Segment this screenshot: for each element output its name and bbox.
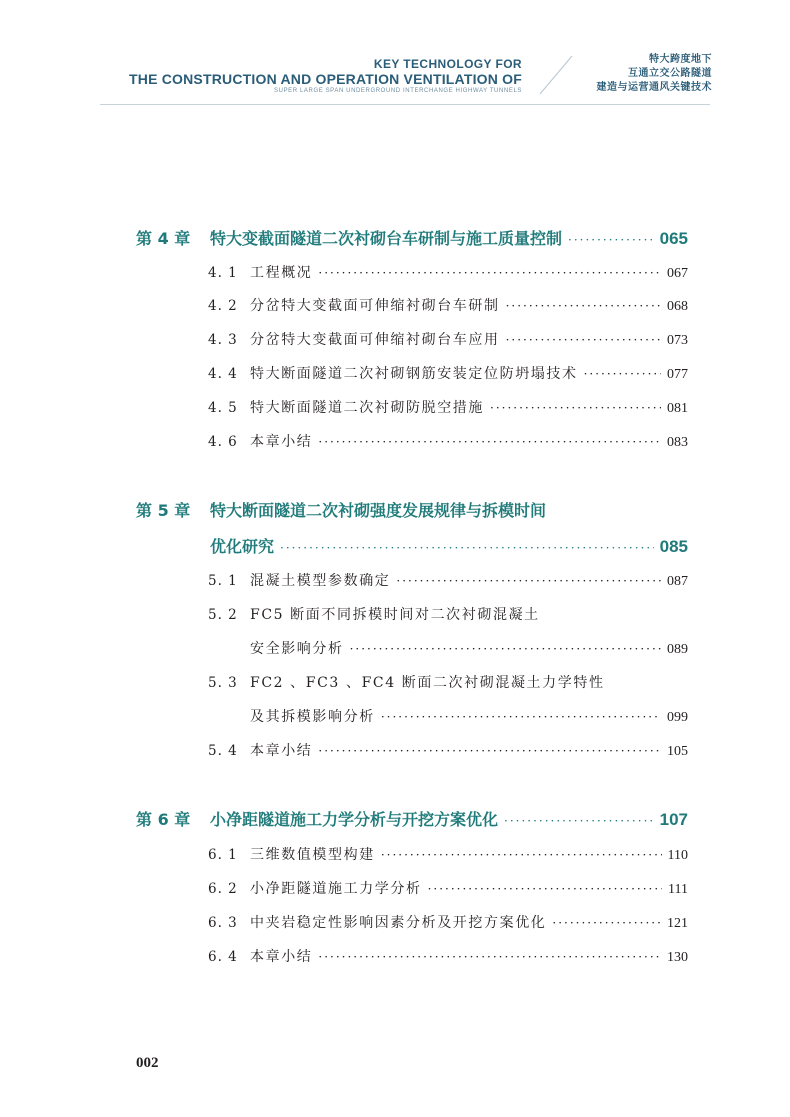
chapter-title-line2: 优化研究	[210, 537, 275, 556]
page-number: 002	[136, 1055, 159, 1071]
running-header	[0, 0, 790, 108]
section-number: 5. 1	[208, 573, 238, 589]
section-title: 混凝土模型参数确定	[250, 573, 391, 589]
leader-dots	[428, 882, 662, 896]
leader-dots	[490, 401, 661, 415]
section-number: 6. 2	[208, 881, 238, 897]
header-zh-line2: 互通立交公路隧道	[628, 68, 712, 79]
chapter-label: 第 6 章	[136, 810, 191, 829]
toc-section-6-3[interactable]	[208, 912, 688, 932]
chapter-page: 085	[659, 537, 688, 556]
toc-section-6-2[interactable]	[208, 878, 688, 898]
header-english-title	[129, 57, 522, 96]
section-page: 110	[667, 848, 688, 863]
section-page: 089	[667, 642, 688, 657]
leader-dots	[568, 233, 654, 247]
section-title: 分岔特大变截面可伸缩衬砌台车研制	[250, 298, 500, 314]
leader-dots	[552, 916, 661, 930]
section-number: 4. 5	[208, 400, 238, 416]
section-number: 5. 2	[208, 607, 238, 623]
section-page: 105	[667, 744, 688, 759]
section-number: 4. 2	[208, 298, 238, 314]
leader-dots	[280, 541, 654, 555]
chapter-title: 小净距隧道施工力学分析与开挖方案优化	[210, 810, 499, 829]
section-title: 分岔特大变截面可伸缩衬砌台车应用	[250, 332, 500, 348]
toc-section-5-1[interactable]	[208, 570, 688, 590]
toc-section-5-3-line1[interactable]	[208, 672, 688, 692]
leader-dots	[381, 848, 662, 862]
leader-dots	[381, 710, 661, 724]
toc-section-4-2[interactable]	[208, 295, 688, 315]
toc-section-4-3[interactable]	[208, 329, 688, 349]
chapter-title: 特大变截面隧道二次衬砌台车研制与施工质量控制	[210, 229, 563, 248]
section-page: 099	[667, 710, 688, 725]
section-page: 068	[667, 299, 688, 314]
toc-section-6-4[interactable]	[208, 946, 688, 966]
section-page: 111	[668, 882, 688, 897]
header-zh-line3: 建造与运营通风关键技术	[596, 82, 712, 93]
chapter-label: 第 5 章	[136, 501, 191, 520]
leader-dots	[506, 299, 661, 313]
toc-chapter-4[interactable]	[136, 226, 688, 249]
leader-dots	[396, 574, 661, 588]
leader-dots	[318, 950, 661, 964]
section-title: 本章小结	[250, 949, 313, 965]
header-en-line1: KEY TECHNOLOGY FOR	[373, 57, 522, 71]
section-title-line1: FC5 断面不同拆模时间对二次衬砌混凝土	[250, 607, 540, 623]
toc-section-5-2-line2[interactable]	[250, 638, 688, 658]
chapter-page: 107	[659, 810, 688, 829]
chapter-page: 065	[659, 229, 688, 248]
toc-chapter-5-line2[interactable]	[210, 534, 688, 557]
leader-dots	[318, 435, 661, 449]
toc-section-5-4[interactable]	[208, 740, 688, 760]
section-title: 本章小结	[250, 434, 313, 450]
section-title: 特大断面隧道二次衬砌防脱空措施	[250, 400, 484, 416]
header-zh-line1: 特大跨度地下	[649, 54, 712, 65]
section-title: 工程概况	[250, 265, 313, 281]
section-number: 4. 6	[208, 434, 238, 450]
section-page: 083	[667, 435, 688, 450]
header-divider-slash-icon	[536, 54, 576, 96]
section-title: 中夹岩稳定性影响因素分析及开挖方案优化	[250, 915, 547, 931]
section-page: 130	[667, 950, 688, 965]
section-number: 6. 1	[208, 847, 238, 863]
toc-section-4-1[interactable]	[208, 262, 688, 282]
section-page: 081	[667, 401, 688, 416]
toc-section-5-3-line2[interactable]	[250, 706, 688, 726]
leader-dots	[350, 642, 661, 656]
section-number: 4. 4	[208, 366, 238, 382]
header-en-line2: THE CONSTRUCTION AND OPERATION VENTILATION OF	[129, 71, 522, 87]
section-number: 6. 3	[208, 915, 238, 931]
section-title-line1: FC2 、FC3 、FC4 断面二次衬砌混凝土力学特性	[250, 675, 605, 691]
toc-section-5-2-line1[interactable]	[208, 604, 688, 624]
chapter-label: 第 4 章	[136, 229, 191, 248]
leader-dots	[318, 266, 661, 280]
header-chinese-title	[582, 53, 712, 95]
section-title: 本章小结	[250, 743, 313, 759]
section-title: 三维数值模型构建	[250, 847, 375, 863]
toc-section-4-4[interactable]	[208, 363, 688, 383]
toc-chapter-5-line1[interactable]	[136, 498, 688, 521]
header-rule	[100, 104, 710, 105]
section-title: 安全影响分析	[250, 641, 344, 657]
leader-dots	[318, 744, 661, 758]
section-page: 077	[667, 367, 688, 382]
section-page: 087	[667, 574, 688, 589]
section-number: 5. 3	[208, 675, 238, 691]
leader-dots	[504, 814, 654, 828]
section-number: 4. 3	[208, 332, 238, 348]
toc-section-4-6[interactable]	[208, 431, 688, 451]
section-title: 小净距隧道施工力学分析	[250, 881, 422, 897]
section-number: 5. 4	[208, 743, 238, 759]
section-page: 067	[667, 266, 688, 281]
section-page: 121	[667, 916, 688, 931]
section-number: 6. 4	[208, 949, 238, 965]
chapter-title-line1: 特大断面隧道二次衬砌强度发展规律与拆模时间	[210, 501, 547, 520]
leader-dots	[584, 367, 661, 381]
header-en-line3: SUPER LARGE SPAN UNDERGROUND INTERCHANGE HIGHWAY TUNNELS	[274, 88, 522, 94]
section-number: 4. 1	[208, 265, 238, 281]
leader-dots	[506, 333, 661, 347]
toc-chapter-6[interactable]	[136, 807, 688, 830]
section-page: 073	[667, 333, 688, 348]
section-title: 特大断面隧道二次衬砌钢筋安装定位防坍塌技术	[250, 366, 578, 382]
toc-section-6-1[interactable]	[208, 844, 688, 864]
section-title: 及其拆模影响分析	[250, 709, 375, 725]
toc-section-4-5[interactable]	[208, 397, 688, 417]
